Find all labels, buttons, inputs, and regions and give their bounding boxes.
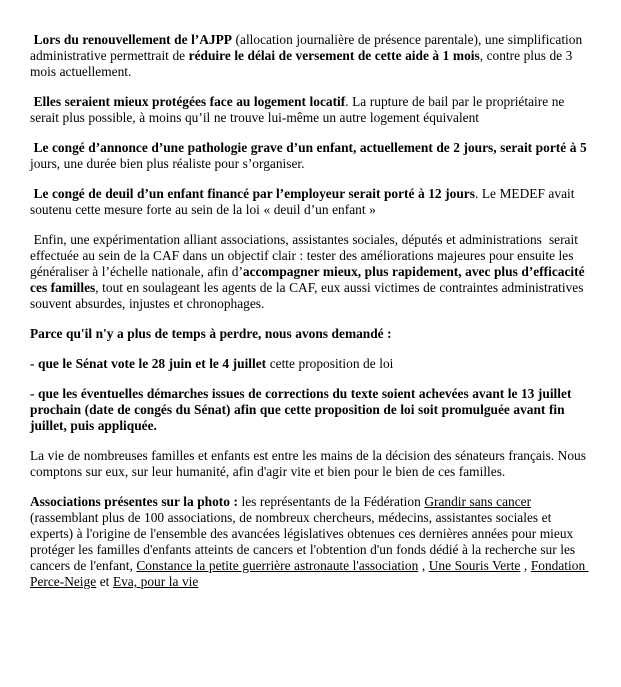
paragraph [30,386,591,434]
text-run-bold: Lors du renouvellement de l’AJPP [30,32,232,47]
document-body [30,32,591,590]
text-run: (rassemblant plus de 100 associations, de nombreux chercheurs, médecins, assistantes sociales et experts) à l'origine de l'ensemble des avancées législatives obtenues ces dernières années pour mieux protéger les familles d'enfants atteints de cancers et l'obtention d'un fonds dédié à la recherche sur les cancers de l'enfant, [30,494,579,573]
paragraph [30,494,591,590]
text-run: les représentants de la Fédération [237,494,425,509]
text-link[interactable]: Constance la petite guerrière astronaute l'association [136,558,419,573]
paragraph [30,448,591,480]
text-run: , contre plus de 3 mois actuellement. [30,48,576,79]
paragraph [30,356,591,372]
text-run-bold: - que les éventuelles démarches issues de corrections du texte soient achevées avant le 13 juillet prochain (date de congés du Sénat) afin que cette proposition de loi soit promulguée avant fin juillet, puis appliquée. [30,386,575,433]
text-run-bold: accompagner mieux, plus rapidement, avec plus d’efficacité ces familles [30,264,589,295]
paragraph [30,186,591,218]
text-run: cette proposition de loi [266,356,394,371]
text-run: , tout en soulageant les agents de la CAF, eux aussi victimes de contraintes administratives souvent absurdes, injustes et chronophages. [30,280,587,311]
text-link[interactable]: Eva, pour la vie [112,574,199,589]
text-link[interactable]: Grandir sans cancer [424,494,532,509]
text-run: La vie de nombreuses familles et enfants est entre les mains de la décision des sénateurs français. Nous comptons sur eux, sur leur humanité, afin d'agir vite et bien pour le bien de ces familles. [30,448,590,479]
text-run-bold: Elles seraient mieux protégées face au logement locatif [30,94,346,109]
text-run: . Le MEDEF avait soutenu cette mesure forte au sein de la loi « deuil d’un enfant » [30,186,579,217]
text-run-bold: Parce qu'il n'y a plus de temps à perdre, nous avons demandé : [30,326,392,341]
paragraph [30,140,591,172]
paragraph [30,94,591,126]
text-run: et [96,574,113,589]
text-link[interactable]: Une Souris Verte [428,558,521,573]
paragraph [30,232,591,312]
paragraph [30,326,591,342]
text-run-bold: - que le Sénat vote le 28 juin et le 4 juillet [30,356,267,371]
paragraph [30,32,591,80]
text-run: . La rupture de bail par le propriétaire ne serait plus possible, à moins qu’il ne trouve lui-même un autre logement équivalent [30,94,568,125]
text-run-bold: Associations présentes sur la photo : [30,494,238,509]
text-run: , [418,558,429,573]
text-link[interactable]: Fondation Perce-Neige [30,558,589,589]
text-run-bold: Le congé de deuil d’un enfant financé par l’employeur serait porté à 12 jours [30,186,475,201]
text-run: (allocation journalière de présence parentale), une simplification administrative permettrait de [30,32,586,63]
text-run: jours, une durée bien plus réaliste pour s’organiser. [30,140,591,171]
text-run: , [520,558,531,573]
text-run-bold: réduire le délai de versement de cette aide à 1 mois [188,48,480,63]
text-run: Enfin, une expérimentation alliant associations, assistantes sociales, députés et administrations serait effectuée au sein de la CAF dans un objectif clair : tester des améliorations majeures pour ensuite les généraliser à l’échelle nationale, afin d’ [30,232,582,279]
text-run-bold: Le congé d’annonce d’une pathologie grave d’un enfant, actuellement de 2 jours, serait porté à 5 [30,140,587,155]
